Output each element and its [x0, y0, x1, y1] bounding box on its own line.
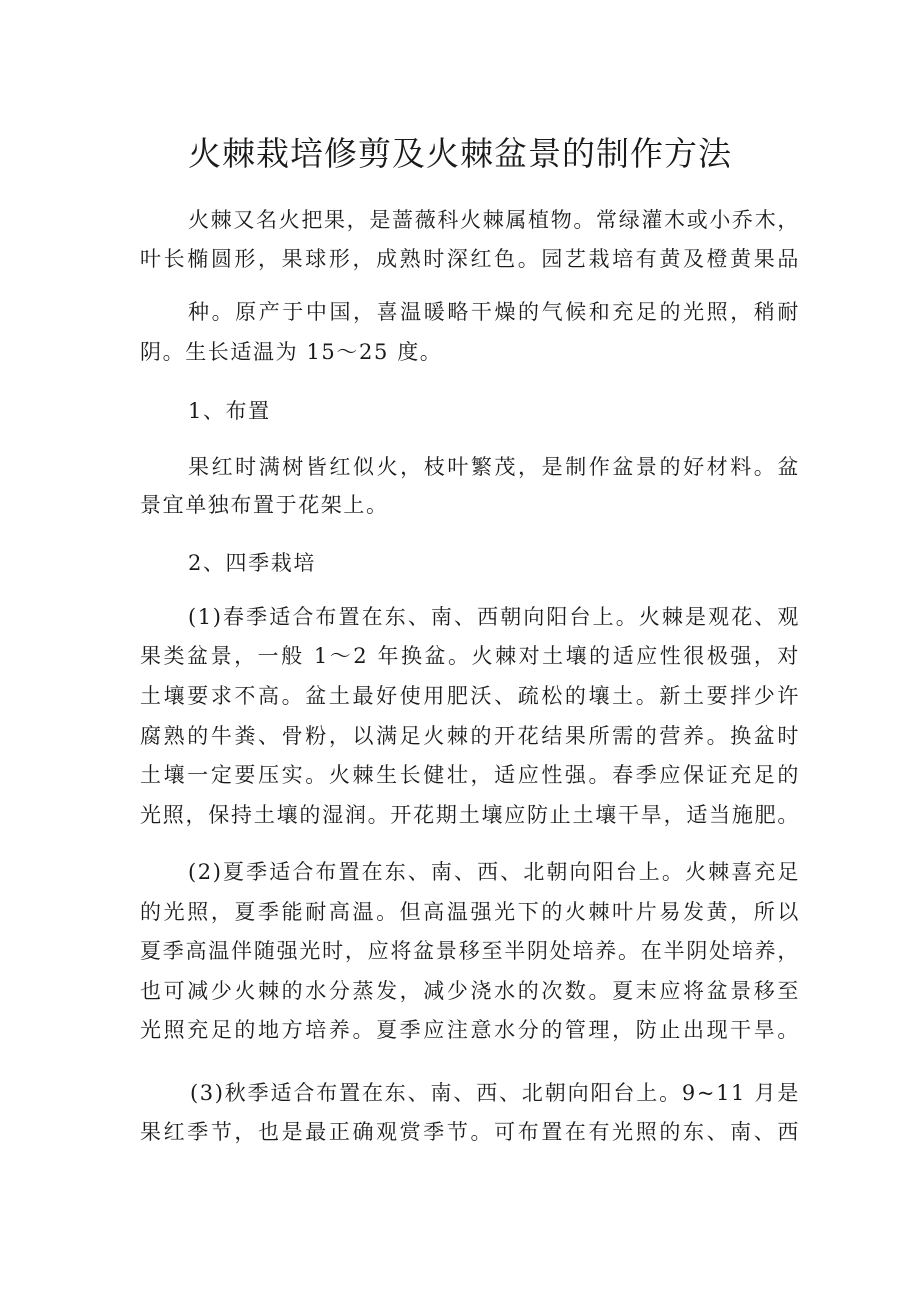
paragraph-line: 景宜单独布置于花架上。 — [140, 493, 389, 517]
paragraph-line: (2)夏季适合布置在东、南、西、北朝向阳台上。火棘喜充足 — [188, 860, 800, 884]
paragraph-line: 土壤一定要压实。火棘生长健壮，适应性强。春季应保证充足的 — [140, 763, 800, 787]
paragraph-line: (1)春季适合布置在东、南、西朝向阳台上。火棘是观花、观 — [188, 605, 800, 629]
paragraph-line: 种。原产于中国，喜温暖略干燥的气候和充足的光照，稍耐 — [188, 300, 800, 324]
paragraph-line: 火棘又名火把果，是蔷薇科火棘属植物。常绿灌木或小乔木， — [188, 208, 800, 232]
paragraph-line: 果红季节，也是最正确观赏季节。可布置在有光照的东、南、西 — [140, 1120, 800, 1144]
paragraph-line: 光照充足的地方培养。夏季应注意水分的管理，防止出现干旱。 — [140, 1018, 800, 1042]
paragraph-line: 土壤要求不高。盆土最好使用肥沃、疏松的壤土。新土要拌少许 — [140, 684, 800, 708]
paragraph-line: 阴。生长适温为 15～25 度。 — [140, 340, 443, 364]
paragraph-line: 夏季高温伴随强光时，应将盆景移至半阴处培养。在半阴处培养， — [140, 939, 800, 963]
paragraph-line: 光照，保持土壤的湿润。开花期土壤应防止土壤干旱，适当施肥。 — [140, 803, 800, 827]
paragraph-line: 果类盆景，一般 1～2 年换盆。火棘对土壤的适应性很极强，对 — [140, 644, 800, 668]
section-heading: 1、布置 — [188, 399, 271, 423]
paragraph-line: 的光照，夏季能耐高温。但高温强光下的火棘叶片易发黄，所以 — [140, 900, 800, 924]
paragraph-line: 也可减少火棘的水分蒸发，减少浇水的次数。夏末应将盆景移至 — [140, 979, 800, 1003]
paragraph-line: 叶长椭圆形，果球形，成熟时深红色。园艺栽培有黄及橙黄果品 — [140, 247, 800, 271]
paragraph-line: (3)秋季适合布置在东、南、西、北朝向阳台上。9~11 月是 — [190, 1081, 800, 1105]
section-heading: 2、四季栽培 — [188, 551, 316, 575]
paragraph-line: 腐熟的牛粪、骨粉，以满足火棘的开花结果所需的营养。换盆时 — [140, 724, 800, 748]
paragraph-line: 果红时满树皆红似火，枝叶繁茂，是制作盆景的好材料。盆 — [188, 455, 800, 479]
document-title: 火棘栽培修剪及火棘盆景的制作方法 — [188, 134, 732, 173]
